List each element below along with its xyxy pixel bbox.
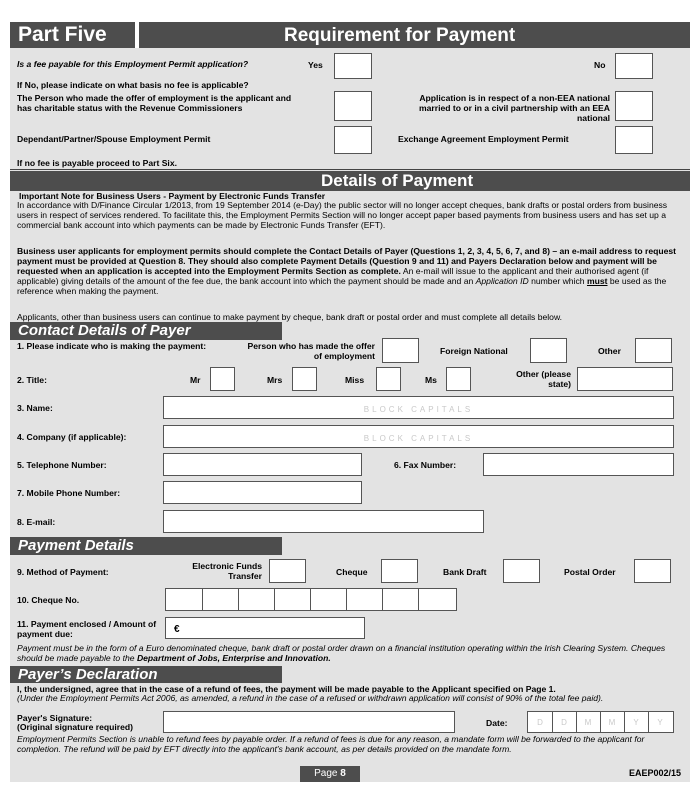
date-input[interactable] (527, 711, 674, 733)
form-code: EAEP002/15 (629, 768, 682, 778)
fax-input[interactable] (483, 453, 674, 476)
method-bank-draft-checkbox[interactable] (503, 559, 540, 583)
form-page (10, 22, 690, 782)
non-eea-checkbox[interactable] (615, 91, 653, 121)
digit-divider (418, 589, 419, 610)
signature-label: Payer's Signature: (17, 713, 93, 723)
title-ms-checkbox[interactable] (446, 367, 471, 391)
digit-divider (310, 589, 311, 610)
digit-divider (238, 589, 239, 610)
q11-label: 11. Payment enclosed / Amount of payment due: (17, 619, 157, 639)
if-no-basis: If No, please indicate on what basis no fee is applicable? (17, 80, 249, 90)
email-input[interactable] (163, 510, 484, 533)
mr-label: Mr (190, 375, 201, 385)
must-text: must (586, 276, 608, 286)
q2-label: 2. Title: (17, 375, 47, 385)
miss-label: Miss (345, 375, 365, 385)
name-placeholder: BLOCK CAPITALS (363, 405, 474, 414)
digit-divider (202, 589, 203, 610)
date-divider (552, 712, 553, 732)
date-day-letter: D (537, 718, 543, 727)
eft-label: Electronic Funds Transfer (192, 561, 262, 581)
date-month-letter: M (608, 718, 616, 727)
digit-divider (382, 589, 383, 610)
eft-note-title: Important Note for Business Users - Payment by Electronic Funds Transfer (19, 191, 326, 201)
title-miss-checkbox[interactable] (376, 367, 401, 391)
q7-label: 7. Mobile Phone Number: (17, 488, 121, 498)
signature-field[interactable] (163, 711, 455, 733)
euro-symbol: € (174, 624, 180, 635)
charity-label: The Person who made the offer of employment is the applicant and has charitable status with the Revenue Commissioners (17, 93, 292, 113)
foreign-national-label: Foreign National (440, 346, 508, 356)
yes-label: Yes (308, 60, 323, 70)
payer-foreign-national-checkbox[interactable] (530, 338, 567, 363)
eft-note-body: In accordance with D/Finance Circular 1/2013, from 19 September 2014 (e-Day) the public sector will no longer accept cheques, bank drafts or postal orders from business users in respect of services rendered. To facilitate this, the Employment Permits Section will no longer accept paper based payments from business users and has set up a commercial bank account into which payments can be made by Electronic Funds Transfer (EFT). (17, 200, 668, 230)
business-bold-text: Business user applicants for employment permits should complete the Contact Details of Payer (Questions 1, 2, 3, 4, 5, 6, 7, and 8) – an e-mail address to request payment must be provided at Question 8. They should also complete Payment Details (Question 9 and 11) and Payers Declaration below and payment will be requested when an application is accepted into the Employment Permits Section as complete. (17, 246, 677, 276)
cheque-label: Cheque (336, 567, 368, 577)
charity-checkbox[interactable] (334, 91, 372, 121)
declaration-title: Payer’s Declaration (18, 666, 158, 683)
date-divider (600, 712, 601, 732)
no-label: No (594, 60, 606, 70)
page-number-badge (300, 766, 360, 782)
payment-title: Payment Details (18, 537, 134, 554)
dependant-checkbox[interactable] (334, 126, 372, 154)
contact-title: Contact Details of Payer (18, 322, 191, 339)
business-users-paragraph (17, 246, 689, 296)
contact-header (10, 322, 282, 340)
original-signature-note: (Original signature required) (17, 722, 134, 732)
date-month-letter: M (584, 718, 592, 727)
header-divider (135, 22, 139, 48)
date-divider (624, 712, 625, 732)
method-postal-order-checkbox[interactable] (634, 559, 671, 583)
requirement-title: Requirement for Payment (284, 25, 516, 46)
q1-label: 1. Please indicate who is making the payment: (17, 341, 207, 351)
application-id-text: Application ID (475, 276, 529, 286)
telephone-input[interactable] (163, 453, 362, 476)
rule-line (10, 169, 690, 170)
page-label: Page (314, 768, 338, 779)
department-name: Department of Jobs, Enterprise and Innovation. (136, 653, 331, 663)
postal-order-label: Postal Order (564, 567, 616, 577)
other-applicants-note: Applicants, other than business users can continue to make payment by cheque, bank draft or postal order and must complete all details below. (17, 312, 563, 322)
mobile-input[interactable] (163, 481, 362, 504)
date-year-letter: Y (633, 718, 639, 727)
business-text-2: number which (528, 276, 587, 286)
company-input[interactable] (163, 425, 674, 448)
method-cheque-checkbox[interactable] (381, 559, 418, 583)
payment-form-note (17, 643, 689, 663)
q3-label: 3. Name: (17, 403, 53, 413)
business-text-3: be used as the reference when making the payment. (17, 276, 667, 296)
part-five-header (10, 22, 690, 48)
q6-label: 6. Fax Number: (394, 460, 457, 470)
company-placeholder: BLOCK CAPITALS (363, 434, 474, 443)
amount-input[interactable] (165, 617, 365, 639)
proceed-note: If no fee is payable proceed to Part Six. (17, 158, 177, 168)
dependant-label: Dependant/Partner/Spouse Employment Permit (17, 134, 211, 144)
q5-label: 5. Telephone Number: (17, 460, 107, 470)
details-title: Details of Payment (321, 171, 474, 190)
method-eft-checkbox[interactable] (269, 559, 306, 583)
eps-refund-note: Employment Permits Section is unable to refund fees by payable order. If a refund of fees is due for any reason, a mandate form will be forwarded to the applicant for completion. The refund will be paid by EFT directly into the applicant's bank account, as per details provided on the mandate form. (17, 734, 645, 754)
other-state-label: Other (please state) (516, 369, 571, 389)
date-divider (576, 712, 577, 732)
date-label: Date: (486, 718, 508, 728)
payer-person-offer-checkbox[interactable] (382, 338, 419, 363)
q10-label: 10. Cheque No. (17, 595, 80, 605)
fee-yes-checkbox[interactable] (334, 53, 372, 79)
payer-other-checkbox[interactable] (635, 338, 672, 363)
details-header (10, 171, 690, 191)
name-input[interactable] (163, 396, 674, 419)
exchange-label: Exchange Agreement Employment Permit (398, 134, 569, 144)
ms-label: Ms (425, 375, 437, 385)
digit-divider (346, 589, 347, 610)
business-text-1: An e-mail will issue to the applicant and their authorised agent (if applicable) giving details of the amount of the fee due, the bank account into which the payment should be made and an (17, 266, 649, 286)
exchange-checkbox[interactable] (615, 126, 653, 154)
title-mr-checkbox[interactable] (210, 367, 235, 391)
mrs-label: Mrs (267, 375, 283, 385)
date-day-letter: D (561, 718, 567, 727)
act-note: (Under the Employment Permits Act 2006, as amended, a refund in the case of a refused or withdrawn application will consist of 90% of the total fee paid). (17, 693, 604, 703)
person-offer-label: Person who has made the offer of employment (247, 341, 375, 361)
title-mrs-checkbox[interactable] (292, 367, 317, 391)
date-divider (648, 712, 649, 732)
part-label: Part Five (18, 23, 107, 46)
payment-header (10, 537, 282, 555)
q4-label: 4. Company (if applicable): (17, 432, 127, 442)
bank-draft-label: Bank Draft (443, 567, 487, 577)
digit-divider (274, 589, 275, 610)
non-eea-label: Application is in respect of a non-EEA national married to or in a civil partnership with an EEA national (418, 93, 610, 123)
fee-no-checkbox[interactable] (615, 53, 653, 79)
title-other-input[interactable] (577, 367, 673, 391)
payment-note-text: Payment must be in the form of a Euro denominated cheque, bank draft or postal order drawn on a financial institution operating within the Irish Clearing System. Cheques should be made payable to the (17, 643, 666, 663)
cheque-number-input[interactable] (165, 588, 457, 611)
other-label: Other (598, 346, 621, 356)
declaration-header (10, 666, 282, 683)
q8-label: 8. E-mail: (17, 517, 56, 527)
refund-statement: I, the undersigned, agree that in the case of a refund of fees, the payment will be made payable to the Applicant specified on Page 1. (17, 684, 556, 694)
q9-label: 9. Method of Payment: (17, 567, 109, 577)
fee-question: Is a fee payable for this Employment Permit application? (17, 59, 249, 69)
date-year-letter: Y (657, 718, 663, 727)
page-number: 8 (340, 768, 346, 779)
